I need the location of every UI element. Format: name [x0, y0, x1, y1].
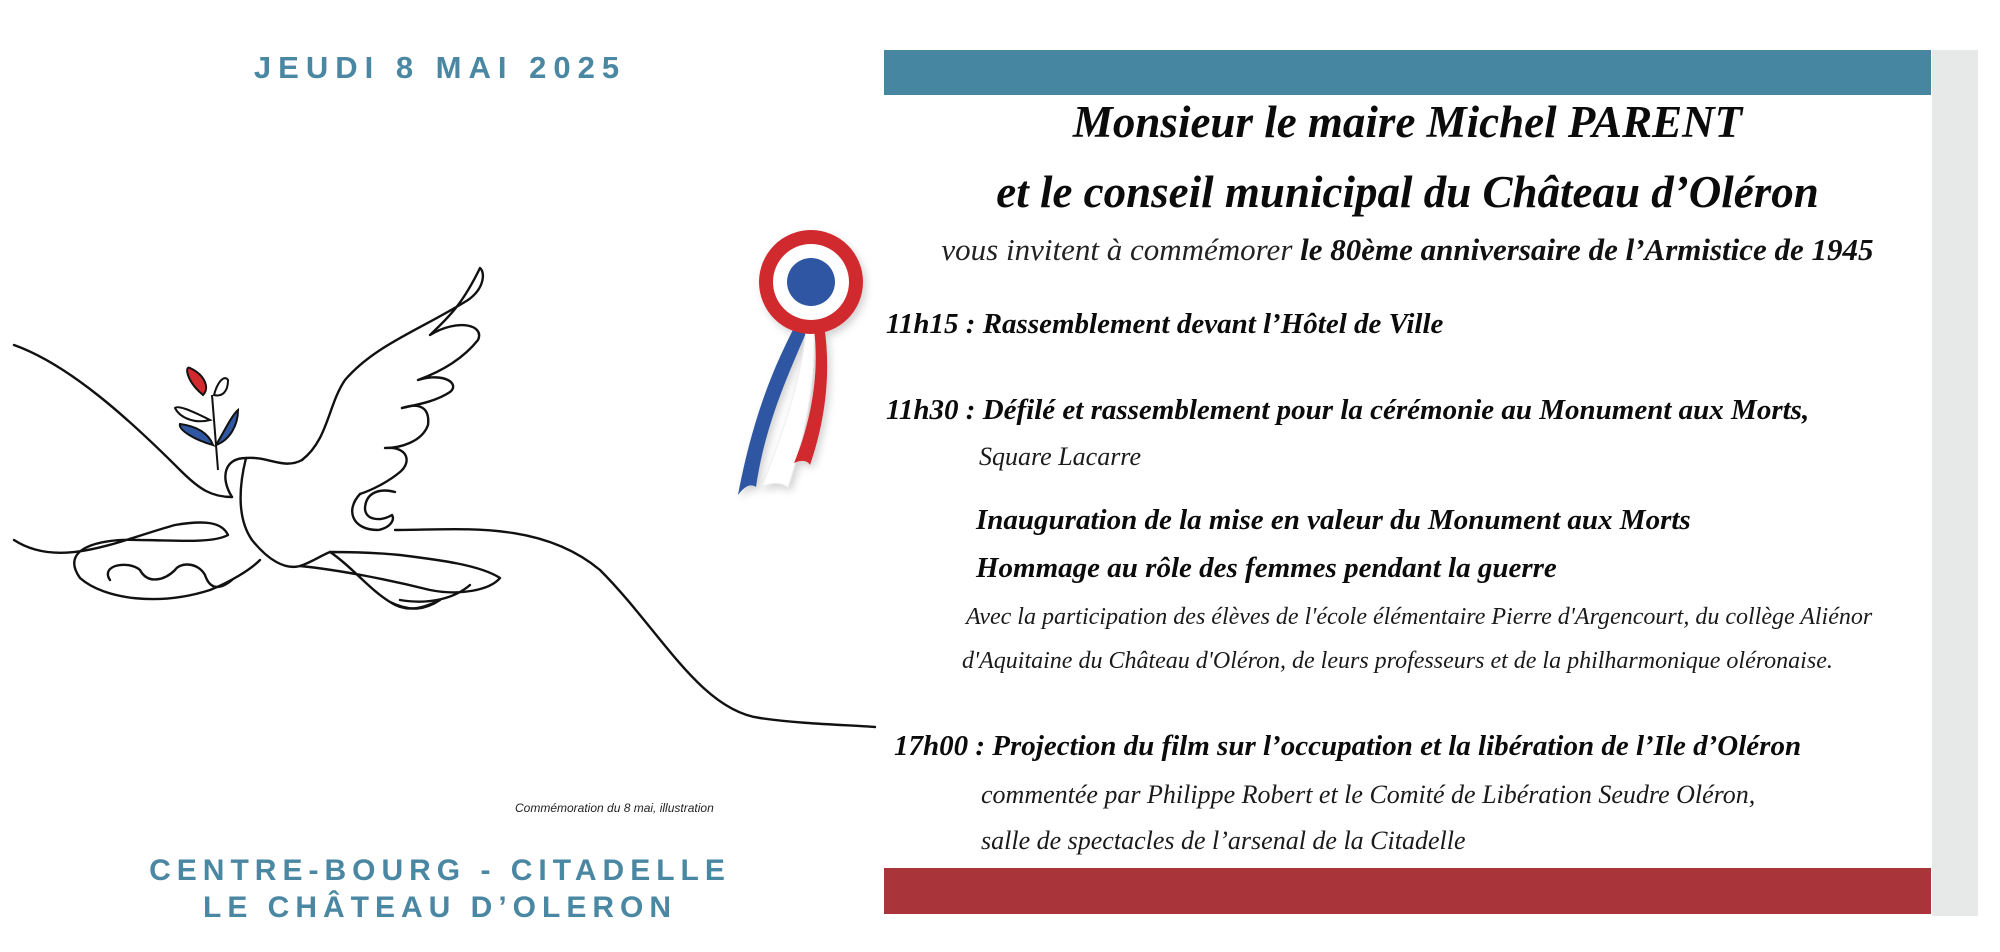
- location-line-2: LE CHÂTEAU D’OLERON: [203, 891, 677, 924]
- invite-subject: le 80ème anniversaire de l’Armistice de 1945: [1300, 232, 1874, 267]
- leaf-blue-1: [180, 424, 213, 445]
- event-date: JEUDI 8 MAI 2025: [253, 50, 627, 85]
- dove-wing-curl: [360, 406, 428, 494]
- invite-title-line-2: et le conseil municipal du Château d’Oléron: [996, 167, 1819, 217]
- program-item-2: [886, 394, 1809, 427]
- bottom-red-band: [884, 868, 1931, 914]
- leaf-white-2: [175, 407, 210, 421]
- program-item-2-text: Défilé et rassemblement pour la cérémonie au Monument aux Morts,: [982, 394, 1810, 426]
- program-item-3-text: Projection du film sur l’occupation et la libération de l’Ile d’Oléron: [992, 730, 1802, 762]
- dove-lower-wing: [14, 522, 260, 599]
- tricolor-cockade: [710, 225, 880, 505]
- card-body: [884, 48, 1931, 916]
- program-item-2-note-1: Avec la participation des élèves de l'école élémentaire Pierre d'Argencourt, du collège Aliénor: [966, 604, 1873, 630]
- olive-branch: [175, 368, 238, 470]
- dove-body: [352, 491, 395, 530]
- program-item-2-time: 11h30 :: [886, 394, 976, 426]
- program-item-2-detail-1: Inauguration de la mise en valeur du Monument aux Morts: [976, 504, 1691, 536]
- dove-upper-wing: [302, 268, 483, 460]
- location-line-1: CENTRE-BOURG - CITADELLE: [149, 854, 731, 887]
- program-item-3-time: 17h00 :: [894, 730, 986, 762]
- dove-trailing-line: [395, 529, 875, 727]
- top-blue-band: [884, 50, 1931, 95]
- invite-title-line-1: Monsieur le maire Michel PARENT: [1072, 97, 1743, 147]
- event-location: [0, 852, 880, 926]
- invite-statement: [884, 232, 1931, 268]
- illustration-caption: Commémoration du 8 mai, illustration: [515, 801, 714, 815]
- leaf-blue-2: [216, 410, 238, 445]
- dove-head: [225, 458, 302, 497]
- program-item-1: [886, 308, 1443, 341]
- cockade-blue-center: [787, 258, 835, 306]
- program-item-2-note-2: d'Aquitaine du Château d'Oléron, de leurs professeurs et de la philharmonique oléronaise.: [962, 648, 1833, 674]
- leaf-red: [187, 368, 206, 395]
- invite-prefix: vous invitent à commémorer: [941, 232, 1293, 267]
- program-item-3: [894, 730, 1801, 763]
- program-item-2-detail-2: Hommage au rôle des femmes pendant la guerre: [976, 552, 1557, 584]
- program-item-1-time: 11h15 :: [886, 308, 976, 340]
- program-item-1-text: Rassemblement devant l’Hôtel de Ville: [982, 308, 1444, 340]
- dove-lower-body: [241, 458, 330, 567]
- dove-tail-extra: [400, 585, 470, 602]
- program-item-2-place: Square Lacarre: [979, 442, 1142, 471]
- leaf-white-1: [214, 378, 228, 395]
- program-item-3-sub-2: salle de spectacles de l’arsenal de la Citadelle: [981, 826, 1466, 855]
- card-shadow: [1932, 50, 1978, 916]
- program-item-3-sub-1: commentée par Philippe Robert et le Comité de Libération Seudre Oléron,: [981, 780, 1756, 809]
- dove-wing-scallops: [108, 565, 232, 587]
- invitation-card: [884, 48, 1978, 916]
